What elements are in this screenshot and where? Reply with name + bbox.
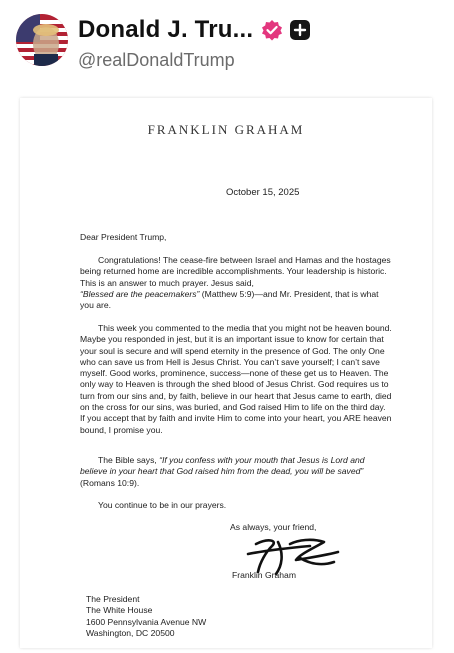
paragraph-2: This week you commented to the media that you might not be heaven bound. Maybe you responded in jest, but it is an important issue to know for certain that your soul is secure and will spend eternity in the presence of God. The only One who can save us from Hell is Jesus Christ. You can’t save yourself; I can’t save myself. Good works, prominence, success—none of these get us to Heaven. The only way to Heaven is through the shed blood of Jesus Christ. God requires us to turn from our sins and, by faith, believe in our heart that Jesus came to earth, died on the cross for our sins, was buried, and God raised Him to life on the third day. If you accept that by faith and invite Him to come into your heart, you ARE heaven bound, I promise you. — [80, 323, 392, 435]
paragraph-4: You continue to be in our prayers. — [98, 500, 227, 510]
letterhead: FRANKLIN GRAHAM — [147, 122, 305, 137]
paragraph-3: The Bible says, “If you confess with your mouth that Jesus is Lord and believe in your heart that God raised him from the dead, you will be saved” (Romans 10:9). — [80, 455, 365, 488]
post-header — [0, 0, 454, 86]
addressee-block — [86, 594, 206, 639]
salutation: Dear President Trump, — [80, 232, 167, 242]
user-handle[interactable]: @realDonaldTrump — [78, 50, 235, 70]
paragraph-1-quote: “Blessed are the peacemakers” — [80, 288, 200, 299]
name-row — [78, 16, 311, 44]
closing: As always, your friend, — [230, 522, 317, 532]
paragraph-1: Congratulations! The cease-fire between Israel and Hamas and the hostages being returned home are incredible accomplishments. Your leadership is historic. This is an answer to much prayer. Jesus said, “Blessed are the peacemakers” (Matthew 5:9)—and Mr. President, that is what you are. — [80, 255, 391, 311]
letter-date: October 15, 2025 — [226, 187, 300, 198]
paragraph-3-quote: “If you confess with your mouth that Jesus is Lord and believe in your heart that God raised him from the dead, you will be saved” — [80, 455, 365, 477]
address-line: The White House — [86, 605, 153, 616]
letter-image[interactable] — [20, 98, 432, 648]
avatar[interactable] — [16, 14, 68, 66]
avatar-flag-portrait-icon — [16, 14, 68, 66]
address-line: 1600 Pennsylvania Avenue NW — [86, 616, 207, 627]
address-line: Washington, DC 20500 — [86, 627, 175, 638]
address-line: The President — [86, 594, 140, 604]
verified-badge-icon — [261, 19, 283, 41]
display-name[interactable]: Donald J. Tru... — [78, 16, 254, 43]
signature-name: Franklin Graham — [232, 570, 296, 580]
plus-square-icon[interactable] — [289, 19, 311, 41]
